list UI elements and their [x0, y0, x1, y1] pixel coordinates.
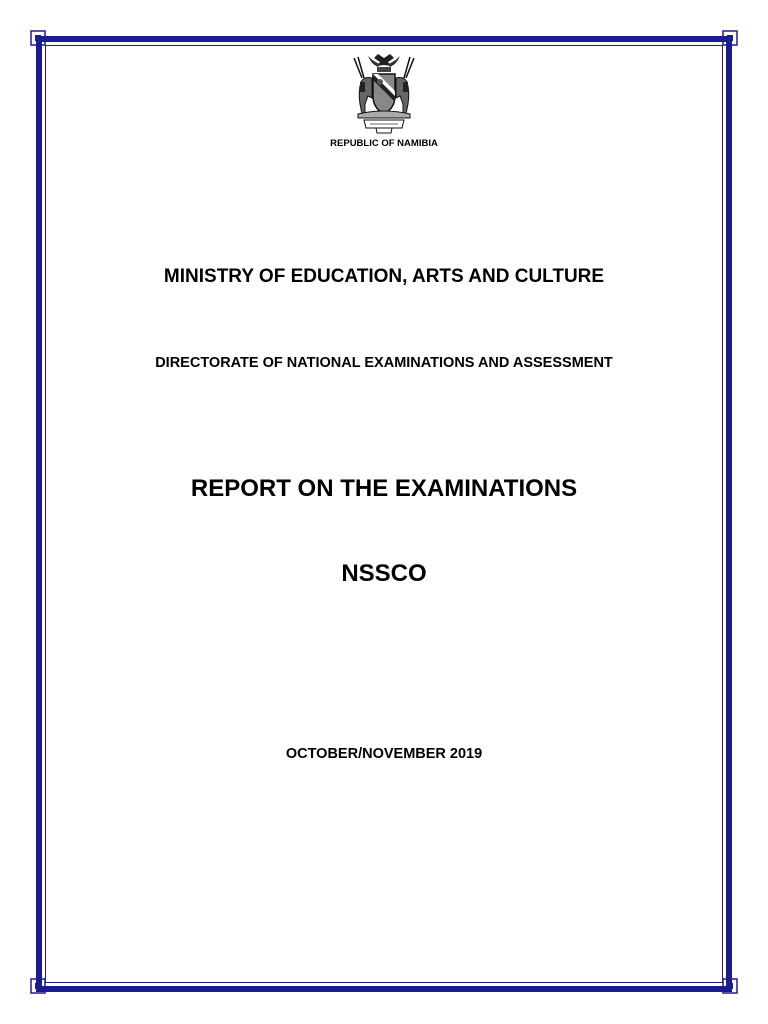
border-corner-ornament-icon	[722, 30, 738, 46]
report-title: REPORT ON THE EXAMINATIONS	[190, 475, 578, 502]
directorate-name: DIRECTORATE OF NATIONAL EXAMINATIONS AND ASSESSMENT	[155, 355, 613, 371]
ministry-name: MINISTRY OF EDUCATION, ARTS AND CULTURE	[163, 266, 605, 287]
country-name: REPUBLIC OF NAMIBIA	[330, 138, 438, 149]
namibia-coat-of-arms-icon	[344, 52, 424, 134]
border-corner-ornament-icon	[722, 978, 738, 994]
qualification-title: NSSCO	[341, 560, 427, 587]
exam-session-date: OCTOBER/NOVEMBER 2019	[285, 746, 483, 762]
border-corner-ornament-icon	[30, 30, 46, 46]
border-corner-ornament-icon	[30, 978, 46, 994]
page-border-inner	[45, 45, 723, 983]
